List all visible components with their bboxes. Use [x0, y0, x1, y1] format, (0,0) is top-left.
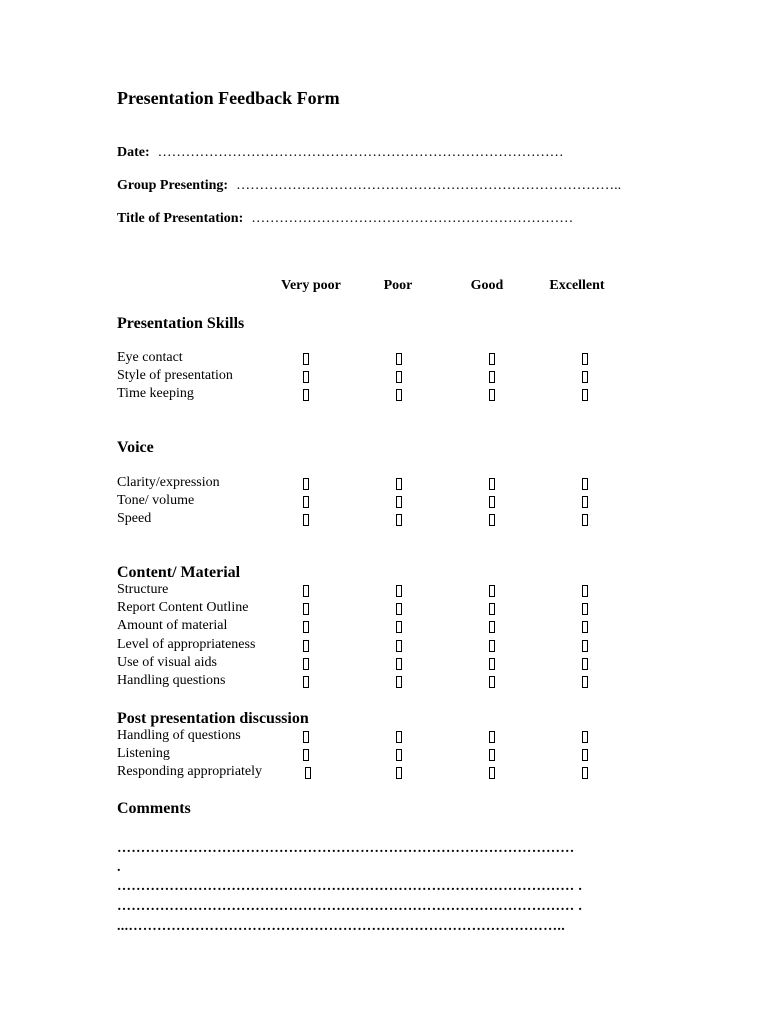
comment-line: ...……………………………………………………………………………….. [117, 919, 565, 934]
rating-checkbox[interactable] [489, 767, 495, 779]
date-field [117, 145, 564, 161]
comments-heading: Comments [117, 800, 191, 817]
rating-checkbox[interactable] [396, 640, 402, 652]
item-amount-of-material: Amount of material [117, 618, 228, 633]
rating-checkbox[interactable] [303, 371, 309, 383]
rating-checkbox[interactable] [396, 621, 402, 633]
rating-checkbox[interactable] [303, 353, 309, 365]
rating-checkbox[interactable] [489, 676, 495, 688]
rating-checkbox[interactable] [303, 731, 309, 743]
item-clarity-expression: Clarity/expression [117, 475, 220, 490]
comment-line: . [117, 860, 121, 875]
rating-checkbox[interactable] [396, 749, 402, 761]
rating-header-poor: Poor [383, 278, 413, 293]
rating-checkbox[interactable] [582, 478, 588, 490]
rating-checkbox[interactable] [489, 731, 495, 743]
group-presenting-field [117, 178, 621, 194]
rating-checkbox[interactable] [582, 371, 588, 383]
rating-checkbox[interactable] [582, 389, 588, 401]
comment-line: …………………………………………………………………………………… . [117, 899, 583, 914]
rating-checkbox[interactable] [396, 514, 402, 526]
rating-checkbox[interactable] [303, 640, 309, 652]
rating-checkbox[interactable] [396, 731, 402, 743]
rating-checkbox[interactable] [396, 658, 402, 670]
rating-checkbox[interactable] [396, 371, 402, 383]
rating-checkbox[interactable] [396, 676, 402, 688]
rating-checkbox[interactable] [489, 749, 495, 761]
rating-checkbox[interactable] [303, 603, 309, 615]
rating-checkbox[interactable] [396, 389, 402, 401]
rating-checkbox[interactable] [582, 496, 588, 508]
rating-checkbox[interactable] [396, 478, 402, 490]
rating-checkbox[interactable] [489, 640, 495, 652]
group-presenting-line: ……………………………………………………………………….. [236, 178, 622, 193]
item-report-content-outline: Report Content Outline [117, 600, 249, 615]
rating-checkbox[interactable] [582, 767, 588, 779]
item-eye-contact: Eye contact [117, 350, 183, 365]
title-of-presentation-line: …………………………………………………………… [251, 211, 574, 226]
date-line: …………………………………………………………………………… [157, 145, 564, 160]
rating-checkbox[interactable] [303, 389, 309, 401]
group-presenting-label: Group Presenting: [117, 178, 229, 193]
item-time-keeping: Time keeping [117, 386, 194, 401]
rating-checkbox[interactable] [489, 478, 495, 490]
rating-checkbox[interactable] [489, 603, 495, 615]
rating-checkbox[interactable] [582, 585, 588, 597]
rating-checkbox[interactable] [582, 514, 588, 526]
rating-checkbox[interactable] [489, 353, 495, 365]
rating-checkbox[interactable] [303, 621, 309, 633]
item-handling-of-questions: Handling of questions [117, 728, 241, 743]
item-speed: Speed [117, 511, 152, 526]
rating-checkbox[interactable] [582, 353, 588, 365]
rating-checkbox[interactable] [582, 640, 588, 652]
title-of-presentation-field [117, 211, 573, 227]
item-tone-volume: Tone/ volume [117, 493, 195, 508]
rating-checkbox[interactable] [489, 658, 495, 670]
rating-checkbox[interactable] [303, 585, 309, 597]
rating-header-very-poor: Very poor [281, 278, 341, 293]
item-handling-questions: Handling questions [117, 673, 226, 688]
section-presentation-skills: Presentation Skills [117, 315, 245, 332]
rating-checkbox[interactable] [303, 496, 309, 508]
item-responding-appropriately: Responding appropriately [117, 764, 263, 779]
rating-checkbox[interactable] [396, 353, 402, 365]
rating-checkbox[interactable] [303, 514, 309, 526]
rating-checkbox[interactable] [582, 749, 588, 761]
rating-checkbox[interactable] [396, 603, 402, 615]
title-of-presentation-label: Title of Presentation: [117, 211, 244, 226]
rating-checkbox[interactable] [489, 585, 495, 597]
form-title: Presentation Feedback Form [117, 88, 340, 108]
date-label: Date: [117, 145, 150, 160]
rating-checkbox[interactable] [582, 621, 588, 633]
rating-checkbox[interactable] [489, 496, 495, 508]
section-voice: Voice [117, 439, 154, 456]
rating-checkbox[interactable] [396, 496, 402, 508]
rating-checkbox[interactable] [489, 621, 495, 633]
item-style-of-presentation: Style of presentation [117, 368, 233, 383]
rating-header-excellent: Excellent [549, 278, 605, 293]
rating-checkbox[interactable] [582, 731, 588, 743]
rating-checkbox[interactable] [582, 603, 588, 615]
comment-line: …………………………………………………………………………………… . [117, 879, 583, 894]
rating-checkbox[interactable] [489, 514, 495, 526]
rating-checkbox[interactable] [582, 658, 588, 670]
rating-checkbox[interactable] [489, 371, 495, 383]
rating-checkbox[interactable] [489, 389, 495, 401]
item-structure: Structure [117, 582, 169, 597]
item-use-of-visual-aids: Use of visual aids [117, 655, 217, 670]
item-listening: Listening [117, 746, 170, 761]
rating-checkbox[interactable] [396, 767, 402, 779]
rating-checkbox[interactable] [582, 676, 588, 688]
comment-line: …………………………………………………………………………………… [117, 841, 575, 856]
rating-checkbox[interactable] [303, 478, 309, 490]
section-post-presentation-discussion: Post presentation discussion [117, 710, 309, 727]
item-level-of-appropriateness: Level of appropriateness [117, 637, 256, 652]
rating-checkbox[interactable] [303, 658, 309, 670]
rating-header-good: Good [470, 278, 504, 293]
rating-checkbox[interactable] [303, 676, 309, 688]
rating-checkbox[interactable] [303, 749, 309, 761]
rating-checkbox[interactable] [396, 585, 402, 597]
rating-checkbox[interactable] [305, 767, 311, 779]
section-content-material: Content/ Material [117, 564, 241, 581]
